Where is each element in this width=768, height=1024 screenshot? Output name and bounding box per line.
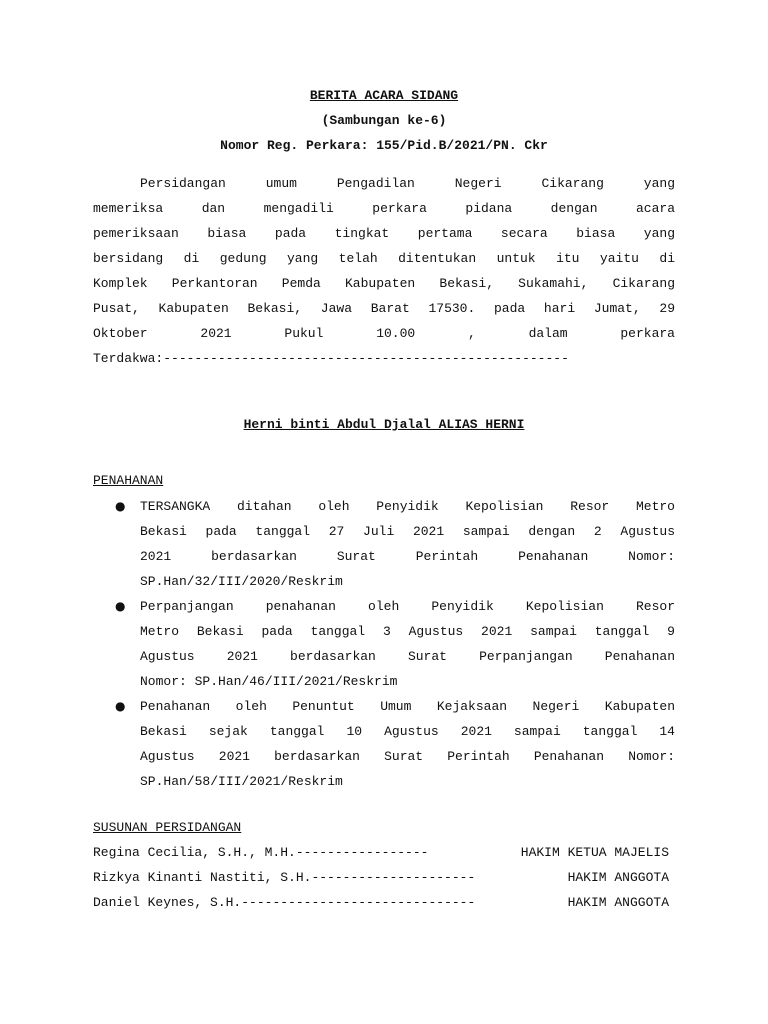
list-item-line: Bekasi sejak tanggal 10 Agustus 2021 sampai tanggal 14 <box>140 724 675 739</box>
susunan-heading: SUSUNAN PERSIDANGAN <box>93 820 242 835</box>
intro-line: pemeriksaan biasa pada tingkat pertama secara biasa yang <box>93 226 675 241</box>
bullet-icon: ● <box>115 499 126 513</box>
list-item <box>93 694 675 794</box>
list-item-line: Bekasi pada tanggal 27 Juli 2021 sampai dengan 2 Agustus <box>140 524 675 539</box>
member-role: HAKIM ANGGOTA <box>567 870 669 885</box>
dash-leader: ----------------- <box>295 845 429 860</box>
bullet-icon: ● <box>115 599 126 613</box>
dash-leader: ------------------------------ <box>241 895 476 910</box>
dash-leader: --------------------- <box>311 870 476 885</box>
list-item-line: SP.Han/58/III/2021/Reskrim <box>140 774 343 789</box>
member-name: Rizkya Kinanti Nastiti, S.H. <box>93 870 312 885</box>
bullet-icon: ● <box>115 699 126 713</box>
member-name: Daniel Keynes, S.H. <box>93 895 242 910</box>
list-item-line: Agustus 2021 berdasarkan Surat Perintah Penahanan Nomor: <box>140 749 675 764</box>
intro-line: Terdakwa:---------------------------------------------------- <box>93 351 569 366</box>
list-item-line: Nomor: SP.Han/46/III/2021/Reskrim <box>140 674 398 689</box>
list-item-line: Penahanan oleh Penuntut Umum Kejaksaan Negeri Kabupaten <box>140 699 675 714</box>
member-role: HAKIM KETUA MAJELIS <box>520 845 669 860</box>
document-title: BERITA ACARA SIDANG <box>309 88 459 103</box>
intro-line: bersidang di gedung yang telah ditentukan untuk itu yaitu di <box>93 251 675 266</box>
penahanan-heading: PENAHANAN <box>93 473 164 488</box>
document-subtitle: (Sambungan ke-6) <box>321 113 447 128</box>
list-item-line: Perpanjangan penahanan oleh Penyidik Kepolisian Resor <box>140 599 675 614</box>
list-item-line: 2021 berdasarkan Surat Perintah Penahanan Nomor: <box>140 549 675 564</box>
intro-line: Pusat, Kabupaten Bekasi, Jawa Barat 17530. pada hari Jumat, 29 <box>93 301 675 316</box>
list-item <box>93 890 669 915</box>
list-item <box>93 840 669 865</box>
list-item-line: TERSANGKA ditahan oleh Penyidik Kepolisian Resor Metro <box>140 499 675 514</box>
member-role: HAKIM ANGGOTA <box>567 895 669 910</box>
list-item-line: Metro Bekasi pada tanggal 3 Agustus 2021 sampai tanggal 9 <box>140 624 675 639</box>
defendant-name: Herni binti Abdul Djalal ALIAS HERNI <box>243 417 525 432</box>
list-item <box>93 594 675 694</box>
intro-line: Komplek Perkantoran Pemda Kabupaten Bekasi, Sukamahi, Cikarang <box>93 276 675 291</box>
case-number: Nomor Reg. Perkara: 155/Pid.B/2021/PN. Ckr <box>220 138 548 153</box>
list-item <box>93 865 669 890</box>
penahanan-list <box>93 494 675 794</box>
intro-line: memeriksa dan mengadili perkara pidana dengan acara <box>93 201 675 216</box>
intro-paragraph <box>93 171 675 371</box>
list-item-line: Agustus 2021 berdasarkan Surat Perpanjangan Penahanan <box>140 649 675 664</box>
list-item-line: SP.Han/32/III/2020/Reskrim <box>140 574 343 589</box>
intro-line: Oktober 2021 Pukul 10.00 , dalam perkara <box>93 326 675 341</box>
member-name: Regina Cecilia, S.H., M.H. <box>93 845 296 860</box>
list-item <box>93 494 675 594</box>
susunan-list <box>93 840 669 915</box>
intro-line: Persidangan umum Pengadilan Negeri Cikarang yang <box>140 176 675 191</box>
